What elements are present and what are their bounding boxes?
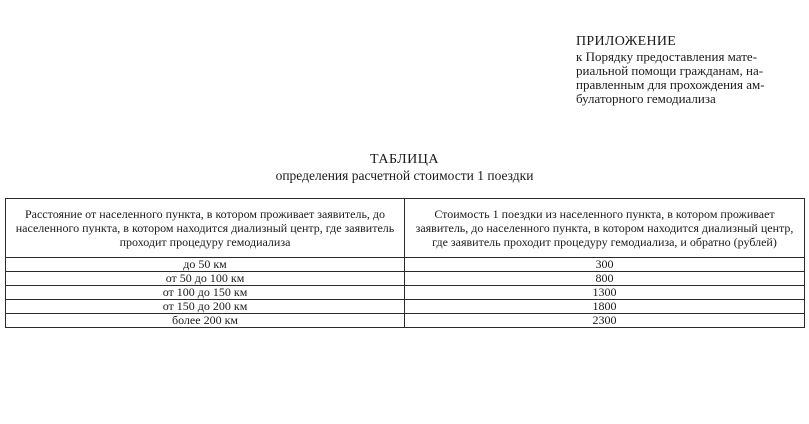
table-heading [0,152,809,183]
cost-table [5,198,805,328]
distance-cell: от 150 до 200 км [6,300,405,314]
table-title: ТАБЛИЦА [370,152,439,167]
distance-cell: от 50 до 100 км [6,272,405,286]
table-row [6,314,805,328]
distance-cell: от 100 до 150 км [6,286,405,300]
header-cost: Стоимость 1 поездки из населенного пункта, в котором проживает заявитель, до населенного пункта, в котором находится диализный центр, где заявитель проходит процедуру гемодиализа, и обратно (рублей) [405,199,805,258]
appendix-line: правленным для прохождения ам- [576,77,765,92]
table-row [6,300,805,314]
appendix-line: риальной помощи гражданам, на- [576,63,764,78]
cost-cell: 800 [405,272,805,286]
distance-cell: до 50 км [6,258,405,272]
table-row [6,272,805,286]
cost-cell: 2300 [405,314,805,328]
appendix-line: булаторного гемодиализа [576,91,716,106]
appendix-line: к Порядку предоставления мате- [576,49,758,64]
cost-cell: 1800 [405,300,805,314]
distance-cell: более 200 км [6,314,405,328]
table-subtitle: определения расчетной стоимости 1 поездки [275,168,534,183]
appendix-title: ПРИЛОЖЕНИЕ [576,34,677,49]
appendix-block [576,34,798,106]
table-header-row [6,199,805,258]
header-distance: Расстояние от населенного пункта, в котором проживает заявитель, до населенного пункта, в котором находится диализный центр, где заявитель проходит процедуру гемодиализа [6,199,405,258]
table-row [6,286,805,300]
table-row [6,258,805,272]
cost-cell: 300 [405,258,805,272]
cost-cell: 1300 [405,286,805,300]
